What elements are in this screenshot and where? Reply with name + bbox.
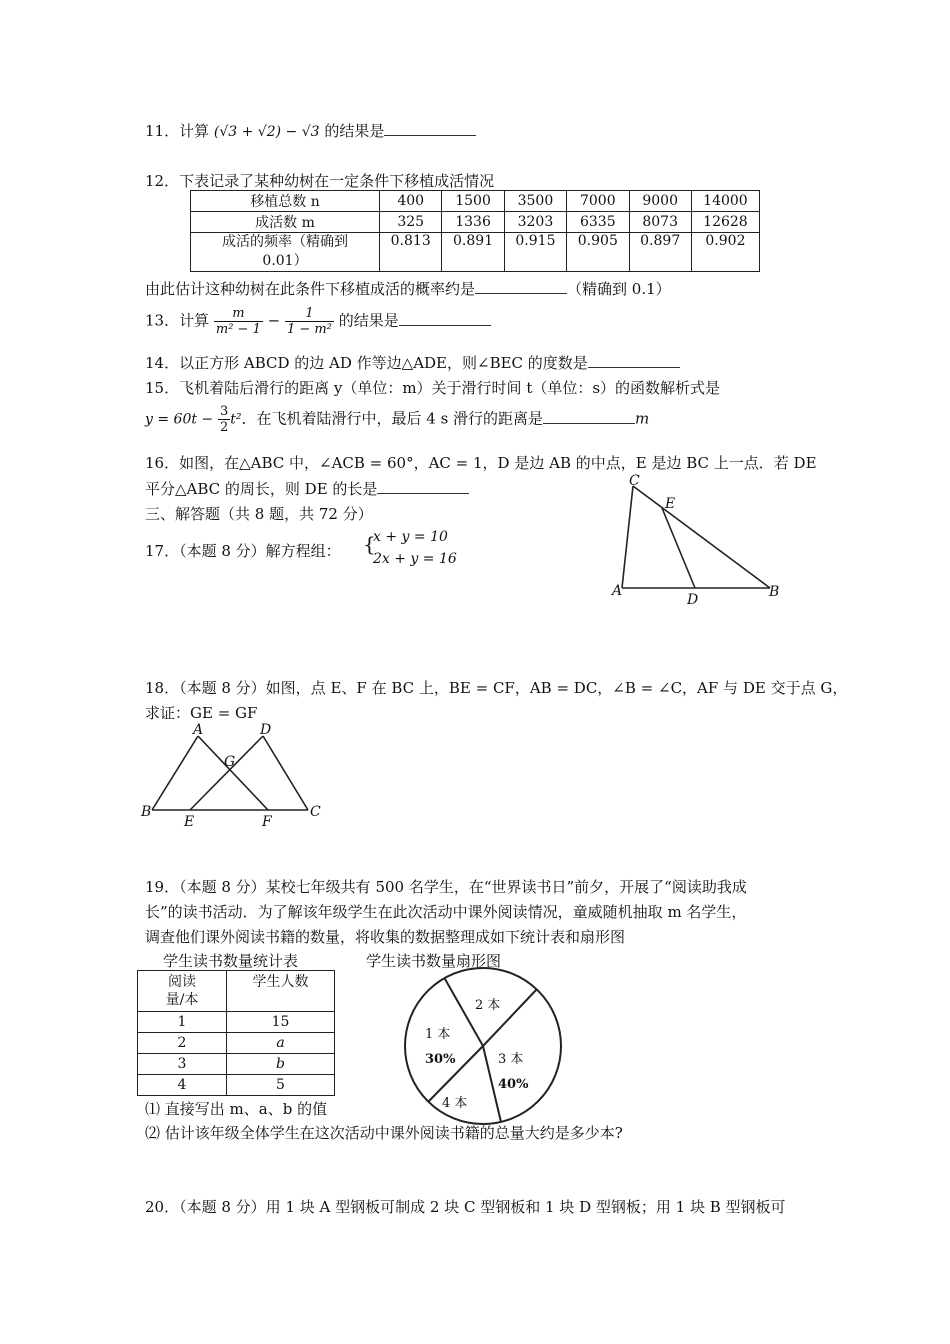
q11-lead: 计算 xyxy=(179,122,210,140)
q13-minus: − xyxy=(267,311,281,330)
table-cell: 1500 xyxy=(442,191,504,212)
segment-cb xyxy=(633,486,770,588)
q12-stem xyxy=(145,170,494,191)
q11-number: 11． xyxy=(145,122,180,140)
q18-line2: 求证：GE = GF xyxy=(145,704,258,722)
q15-question: ．在飞机着陆滑行中，最后 4 s 滑行的距离是 xyxy=(241,409,544,428)
q16-text-2: 平分△ABC 的周长，则 DE 的长是 xyxy=(145,480,378,498)
q14 xyxy=(145,352,680,373)
table-cell: 0.891 xyxy=(442,233,504,272)
point-label-c: C xyxy=(310,804,321,820)
pie-pct-1: 30% xyxy=(425,1052,456,1067)
fraction-denominator: 1 − m² xyxy=(287,322,332,337)
point-label-d: D xyxy=(260,722,272,738)
q13 xyxy=(145,306,491,337)
table-cell: 移植总数 n xyxy=(191,191,380,212)
q11-answer-blank xyxy=(384,121,476,136)
header-line-1: 阅读 xyxy=(168,974,196,990)
q19-sub2: ⑵ 估计该年级全体学生在这次活动中课外阅读书籍的总量大约是多少本? xyxy=(145,1124,623,1142)
table-row xyxy=(138,1033,335,1054)
table-cell: 400 xyxy=(380,191,442,212)
point-label-a: A xyxy=(612,583,623,599)
q17 xyxy=(145,540,341,561)
q15-text: 飞机着陆后滑行的距离 y（单位：m）关于滑行时间 t（单位：s）的函数解析式是 xyxy=(179,379,721,397)
q12-followup-text: 由此估计这种幼树在此条件下移植成活的概率约是 xyxy=(145,280,476,298)
q11-expression: (√3 + √2) − √3 xyxy=(213,124,320,140)
fraction-numerator: 1 xyxy=(285,306,334,322)
q16-answer-blank xyxy=(377,479,469,494)
point-label-e: E xyxy=(665,496,676,512)
q20-number: 20． xyxy=(145,1198,180,1216)
section-3-heading: 三、解答题（共 8 题，共 72 分） xyxy=(145,505,373,523)
q19-line3: 调查他们课外阅读书籍的数量，将收集的数据整理成如下统计表和扇形图 xyxy=(145,928,626,946)
q17-equation-1: x + y = 10 xyxy=(373,529,448,545)
segment-af xyxy=(198,736,268,810)
q20 xyxy=(145,1196,786,1217)
table-cell: 0.897 xyxy=(629,233,691,272)
q16-number: 16． xyxy=(145,454,180,472)
table-cell xyxy=(191,233,380,272)
q12-precision-note: （精确到 0.1） xyxy=(567,280,671,298)
q18-line1 xyxy=(145,677,847,698)
table-header-row xyxy=(138,971,335,1012)
q19-table xyxy=(137,970,335,1096)
q18-number: 18． xyxy=(145,679,180,697)
pie-label-3: 3 本 xyxy=(498,1052,524,1067)
header-line-2: 量/本 xyxy=(165,992,199,1008)
q15-number: 15． xyxy=(145,379,180,397)
table-cell: 8073 xyxy=(629,212,691,233)
table-cell: 0.905 xyxy=(567,233,629,272)
pie-label-4: 4 本 xyxy=(442,1096,468,1111)
q16-text: 如图，在△ABC 中，∠ACB = 60°，AC = 1，D 是边 AB 的中点，E 是边 BC 上一点．若 DE xyxy=(179,454,817,472)
pie-label-2: 2 本 xyxy=(475,998,501,1013)
table-cell: 成活数 m xyxy=(191,212,380,233)
table-cell: 2 xyxy=(138,1033,227,1054)
q19-number: 19． xyxy=(145,878,180,896)
q15-equation: y = 60t − xyxy=(145,411,214,428)
point-label-b: B xyxy=(769,584,780,600)
q19-table-title: 学生读书数量统计表 xyxy=(163,952,299,970)
table-cell: 9000 xyxy=(629,191,691,212)
q18-text: （本题 8 分）如图，点 E、F 在 BC 上，BE = CF，AB = DC，∠B = ∠C，AF 与 DE 交于点 G， xyxy=(179,679,848,697)
q12-row-rate xyxy=(191,233,760,272)
fraction-numerator: m xyxy=(214,306,263,322)
table-cell: 0.813 xyxy=(380,233,442,272)
table-row xyxy=(138,1054,335,1075)
q17-equation-2: 2x + y = 16 xyxy=(373,551,457,567)
segment-de xyxy=(190,736,263,810)
q18-figure xyxy=(138,718,328,828)
table-cell: b xyxy=(227,1054,335,1075)
point-label-e: E xyxy=(184,814,195,828)
table-cell: 325 xyxy=(380,212,442,233)
q12-row-survived xyxy=(191,212,760,233)
pie-label-1: 1 本 xyxy=(425,1027,451,1042)
point-label-d: D xyxy=(687,592,699,608)
q17-text: （本题 8 分）解方程组： xyxy=(179,542,341,560)
point-label-a: A xyxy=(193,722,204,738)
table-row xyxy=(138,1012,335,1033)
table-cell: 3500 xyxy=(504,191,566,212)
point-label-g: G xyxy=(224,754,236,770)
q19-line1 xyxy=(145,876,747,897)
table-cell: 14000 xyxy=(691,191,759,212)
point-label-b: B xyxy=(141,804,152,820)
q20-text: （本题 8 分）用 1 块 A 型钢板可制成 2 块 C 型钢板和 1 块 D 型钢板；用 1 块 B 型钢板可 xyxy=(179,1198,786,1216)
q17-number: 17． xyxy=(145,542,180,560)
fraction-denominator: m² − 1 xyxy=(215,322,261,337)
q13-lead: 计算 xyxy=(179,311,210,330)
q13-fraction-1 xyxy=(214,306,263,337)
q14-number: 14． xyxy=(145,354,180,372)
segment-ba xyxy=(152,736,198,810)
table-cell: 0.915 xyxy=(504,233,566,272)
q12-text: 下表记录了某种幼树在一定条件下移植成活情况 xyxy=(179,172,495,190)
q13-answer-blank xyxy=(399,311,491,326)
table-cell: 6335 xyxy=(567,212,629,233)
table-cell: 4 xyxy=(138,1075,227,1096)
q13-fraction-2 xyxy=(285,306,334,337)
table-cell: 3203 xyxy=(504,212,566,233)
q14-answer-blank xyxy=(588,353,680,368)
table-cell: 5 xyxy=(227,1075,335,1096)
q16-line2 xyxy=(145,478,469,499)
q13-number: 13． xyxy=(145,311,180,330)
table-header-cell: 学生人数 xyxy=(227,971,335,1012)
q19-pie-title: 学生读书数量扇形图 xyxy=(366,952,502,970)
q19-text-1: （本题 8 分）某校七年级共有 500 名学生，在“世界读书日”前夕，开展了“阅读助我成 xyxy=(179,878,747,896)
q15-answer-blank xyxy=(543,409,635,424)
q19-line2: 长”的读书活动．为了解该年级学生在此次活动中课外阅读情况，童威随机抽取 m 名学生， xyxy=(145,903,747,921)
q12-number: 12． xyxy=(145,172,180,190)
q11-tail: 的结果是 xyxy=(324,122,385,140)
table-cell: 1336 xyxy=(442,212,504,233)
q17-system xyxy=(373,526,457,570)
q14-text: 以正方形 ABCD 的边 AD 作等边△ADE，则∠BEC 的度数是 xyxy=(179,354,588,372)
table-cell: a xyxy=(227,1033,335,1054)
point-label-c: C xyxy=(629,473,640,489)
q15-line1 xyxy=(145,377,720,398)
q15-unit: m xyxy=(635,409,650,428)
q12-table xyxy=(190,190,760,272)
q19-sub1: ⑴ 直接写出 m、a、b 的值 xyxy=(145,1100,328,1118)
table-cell: 3 xyxy=(138,1054,227,1075)
q12-answer-blank xyxy=(475,279,567,294)
table-cell: 15 xyxy=(227,1012,335,1033)
point-label-f: F xyxy=(262,814,272,828)
q13-tail: 的结果是 xyxy=(338,311,399,330)
table-row xyxy=(138,1075,335,1096)
table-cell: 0.902 xyxy=(691,233,759,272)
q15-fraction xyxy=(218,404,230,435)
pie-pct-3: 40% xyxy=(498,1077,529,1092)
table-cell: 7000 xyxy=(567,191,629,212)
q12-followup xyxy=(145,278,671,299)
q12-row-planted xyxy=(191,191,760,212)
table-cell: 1 xyxy=(138,1012,227,1033)
q16-triangle-figure xyxy=(605,470,790,610)
segment-dc xyxy=(263,736,308,810)
brace-icon: { xyxy=(363,532,376,556)
q19-pie-chart xyxy=(400,966,565,1126)
q15-line2 xyxy=(145,404,649,435)
q11 xyxy=(145,120,476,141)
rate-label-1: 成活的频率（精确到 xyxy=(222,234,348,250)
fraction-numerator: 3 xyxy=(219,404,229,419)
q15-equation-tail: t² xyxy=(230,411,242,428)
rate-label-2: 0.01） xyxy=(262,253,308,269)
fraction-denominator: 2 xyxy=(219,420,229,435)
table-header-cell xyxy=(138,971,227,1012)
table-cell: 12628 xyxy=(691,212,759,233)
segment-ca xyxy=(622,486,633,588)
